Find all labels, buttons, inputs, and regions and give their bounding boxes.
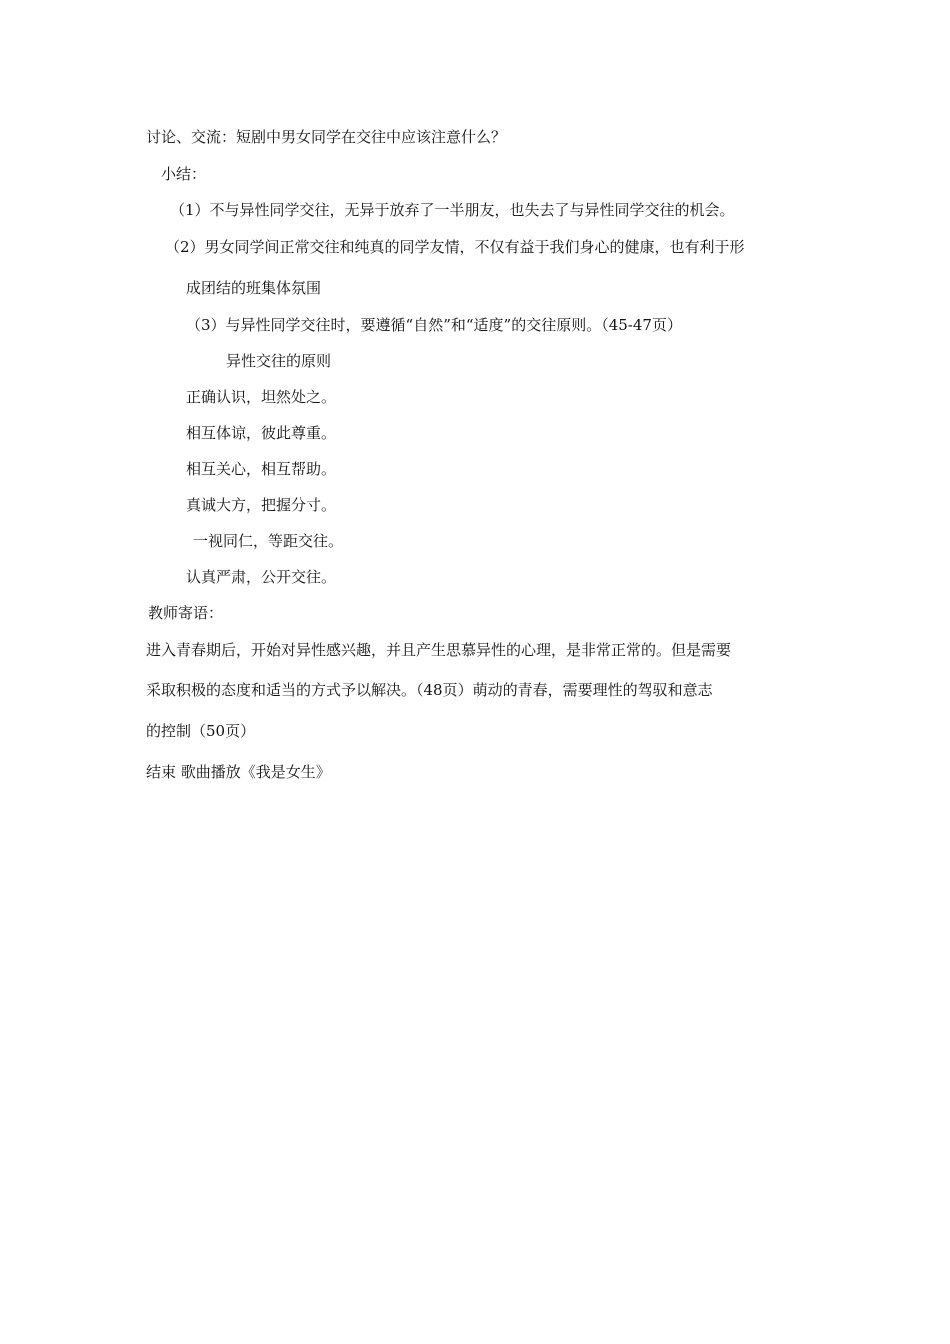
teacher-message-line-1: 进入青春期后，开始对异性感兴趣，并且产生思慕异性的心理，是非常正常的。但是需要 <box>146 641 732 659</box>
closing-line: 结束 歌曲播放《我是女生》 <box>146 763 331 781</box>
summary-point-3: （3）与异性同学交往时，要遵循“自然”和“适度”的交往原则。（45-47页） <box>186 316 682 334</box>
teacher-message-line-3: 的控制（50页） <box>146 722 256 740</box>
principle-item: 正确认识，坦然处之。 <box>186 388 337 406</box>
principles-heading: 异性交往的原则 <box>226 352 332 370</box>
principle-item: 相互体谅，彼此尊重。 <box>186 424 337 442</box>
principle-item: 相互关心，相互帮助。 <box>186 460 337 478</box>
discussion-prompt: 讨论、交流：短剧中男女同学在交往中应该注意什么？ <box>146 128 507 146</box>
teacher-message-line-2: 采取积极的态度和适当的方式予以解决。（48页）萌动的青春，需要理性的驾驭和意志 <box>146 681 713 699</box>
summary-heading: 小结： <box>161 165 207 183</box>
summary-point-1: （1）不与异性同学交往，无异于放弃了一半朋友，也失去了与异性同学交往的机会。 <box>170 201 735 219</box>
principle-item: 一视同仁，等距交往。 <box>193 532 344 550</box>
summary-point-2: （2）男女同学间正常交往和纯真的同学友情，不仅有益于我们身心的健康，也有利于形 <box>165 238 745 256</box>
principle-item: 认真严肃，公开交往。 <box>186 568 337 586</box>
summary-point-2-continued: 成团结的班集体氛围 <box>186 279 322 297</box>
principle-item: 真诚大方，把握分寸。 <box>186 496 337 514</box>
teacher-heading: 教师寄语： <box>148 604 224 622</box>
